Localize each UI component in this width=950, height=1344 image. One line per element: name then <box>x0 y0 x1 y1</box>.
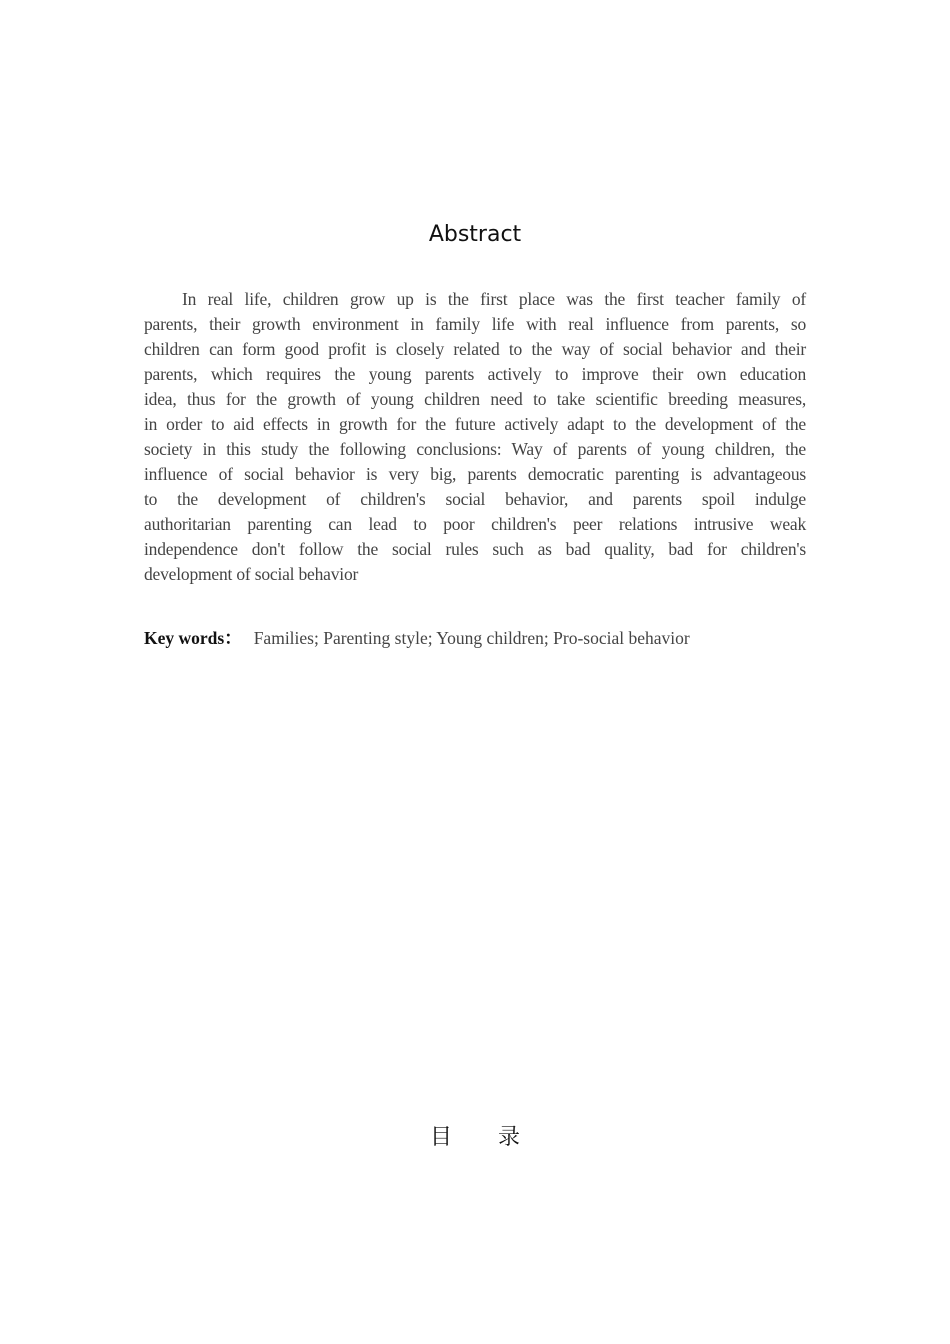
keywords-text: Families; Parenting style; Young children; Pro-social behavior <box>253 628 690 648</box>
abstract-line: society in this study the following conclusions: Way of parents of young children, the <box>144 439 806 459</box>
abstract-line: idea, thus for the growth of young children need to take scientific breeding measures, <box>144 389 806 409</box>
abstract-line: children can form good profit is closely related to the way of social behavior and their <box>144 339 806 359</box>
abstract-line: development of social behavior <box>144 564 359 584</box>
abstract-line: authoritarian parenting can lead to poor children's peer relations intrusive weak <box>144 514 806 534</box>
keywords-label: Key words： <box>144 628 242 648</box>
abstract-line: in order to aid effects in growth for the future actively adapt to the development of the <box>144 414 806 434</box>
abstract-title: Abstract <box>428 222 522 247</box>
abstract-line: influence of social behavior is very big, parents democratic parenting is advantageous <box>144 464 806 484</box>
abstract-line: In real life, children grow up is the first place was the first teacher family of <box>182 289 806 309</box>
keywords <box>144 625 690 650</box>
abstract-body <box>144 287 806 587</box>
abstract-line: parents, which requires the young parents actively to improve their own education <box>144 364 806 384</box>
toc-title: 目录 <box>429 1125 566 1150</box>
abstract-line: independence don't follow the social rules such as bad quality, bad for children's <box>144 539 806 559</box>
abstract-line: parents, their growth environment in family life with real influence from parents, so <box>144 314 806 334</box>
abstract-line: to the development of children's social behavior, and parents spoil indulge <box>144 489 806 509</box>
